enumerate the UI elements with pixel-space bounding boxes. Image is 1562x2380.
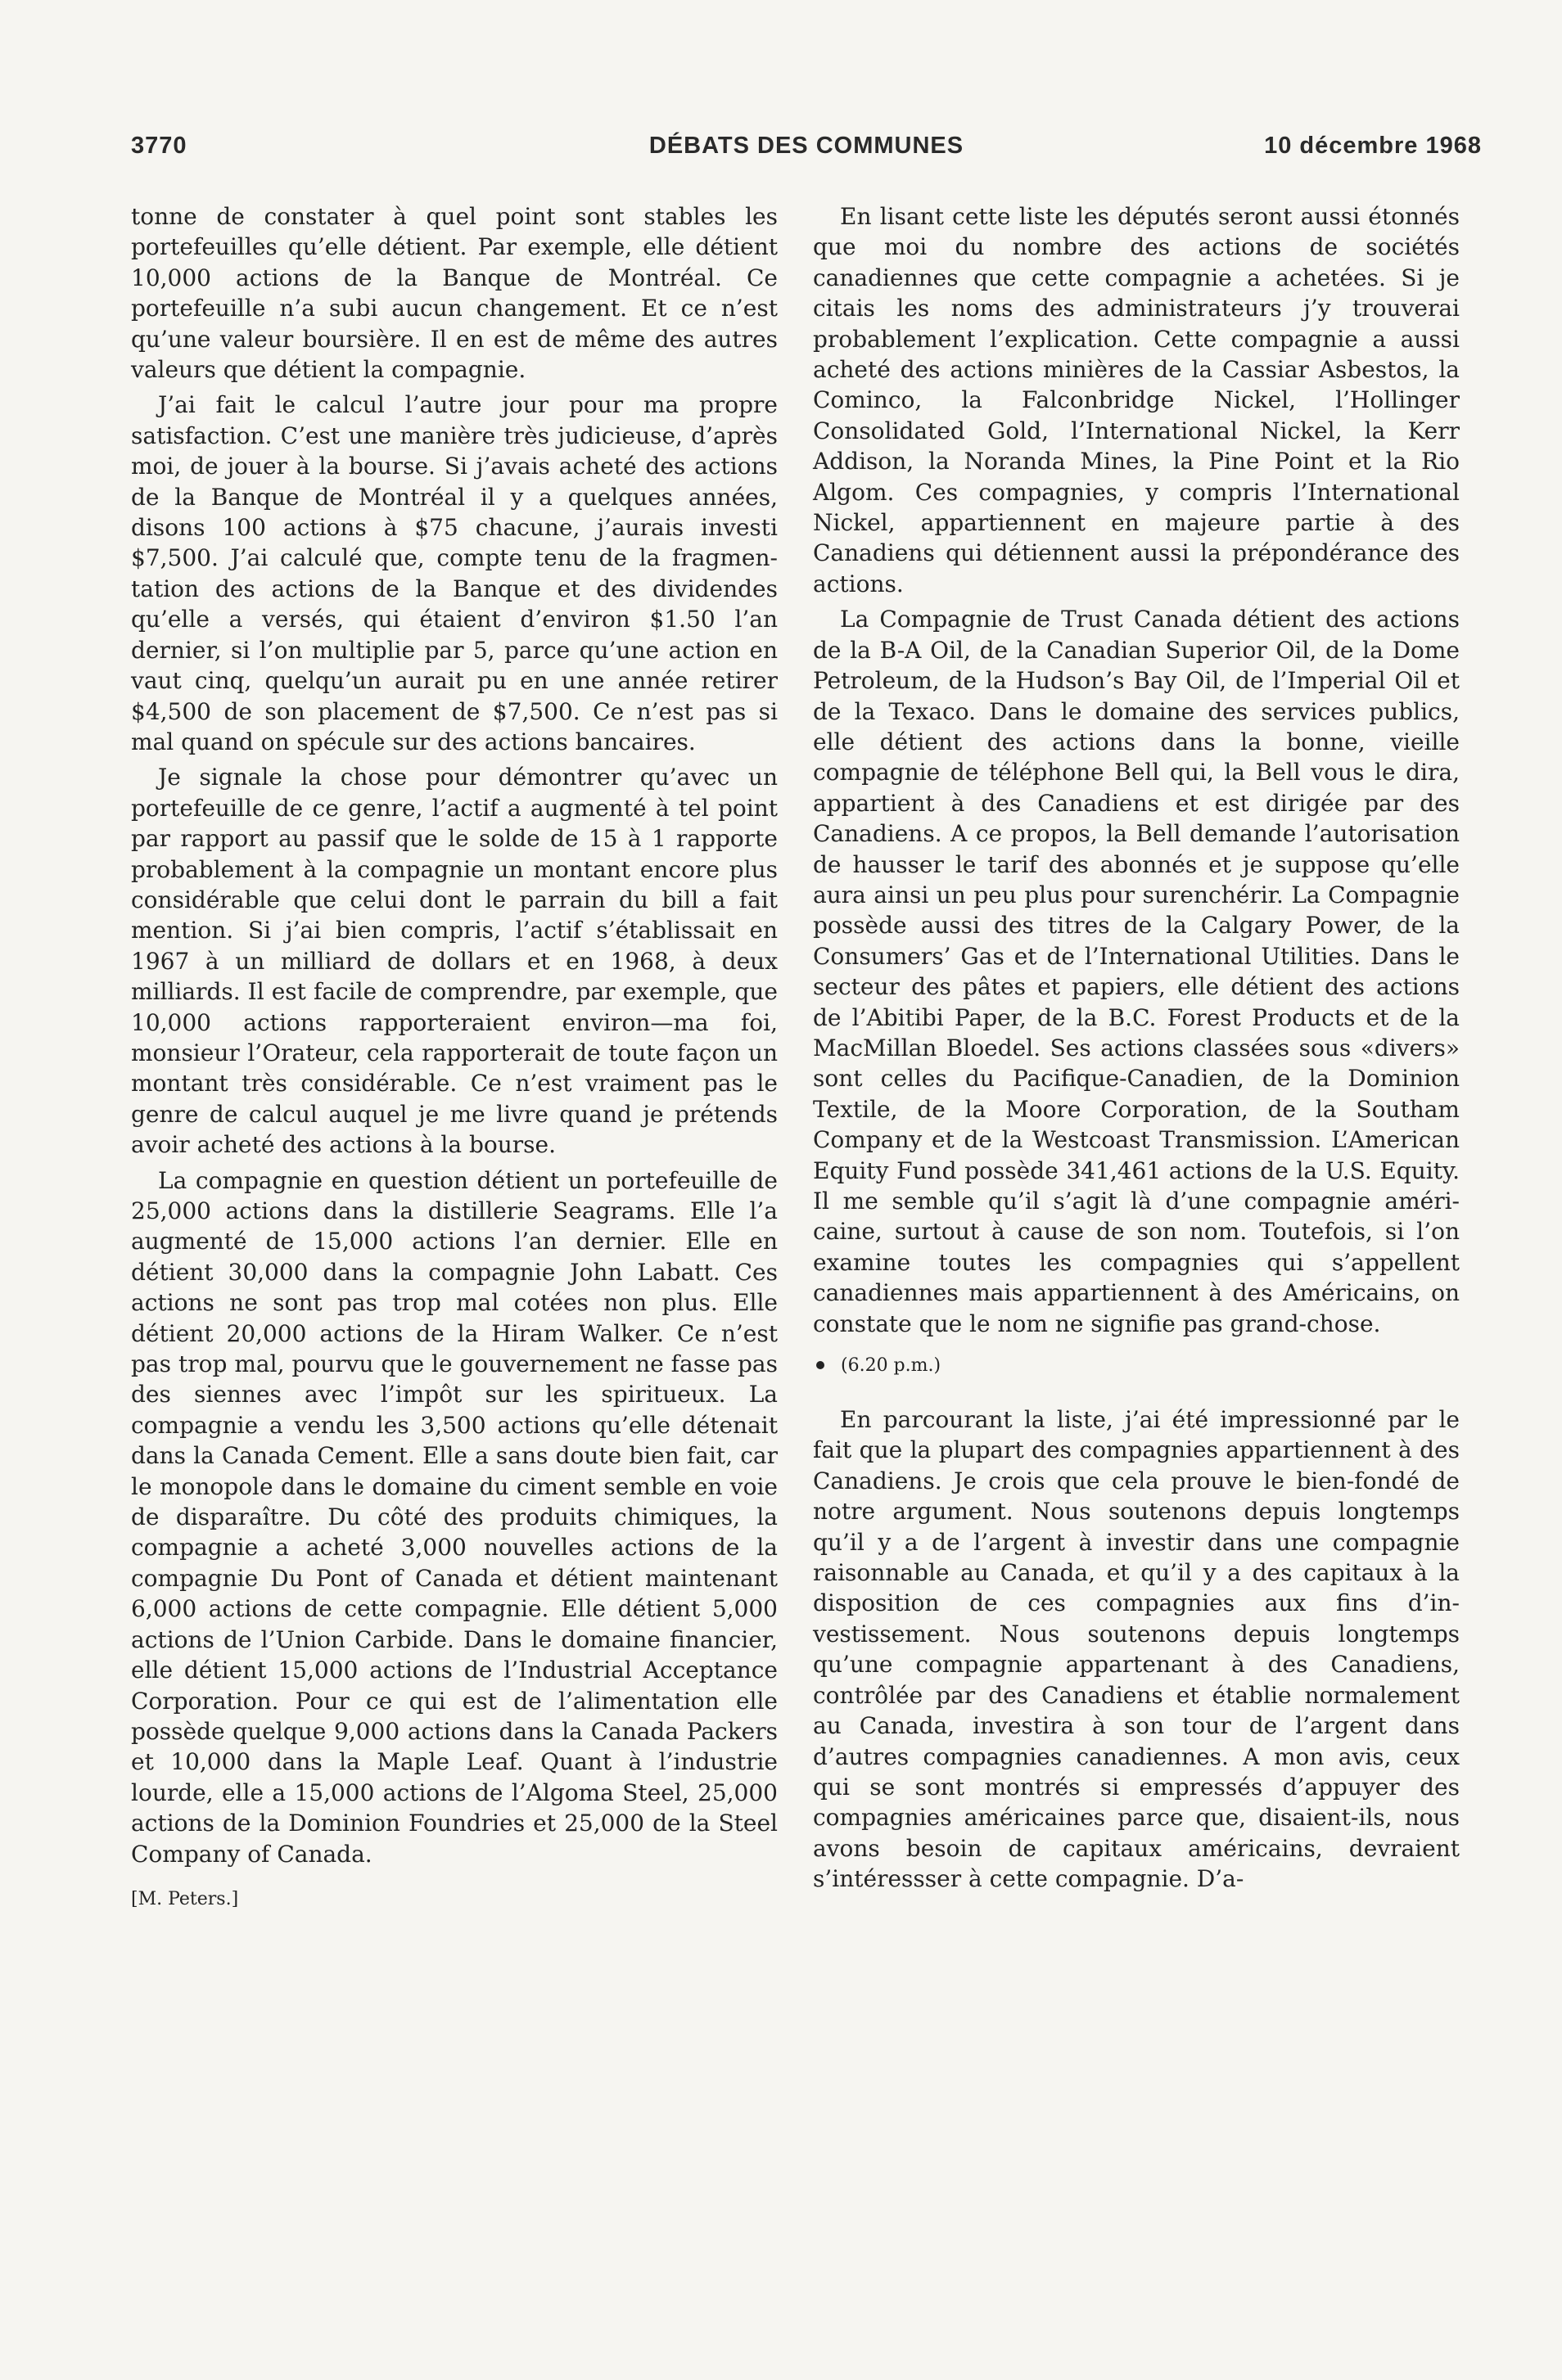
timestamp-text: (6.20 p.m.) — [841, 1355, 941, 1377]
paragraph: En lisant cette liste les députés seront aussi étonnés que moi du nombre des actions de sociétés canadiennes que cette compagnie a achetées. Si je citais les noms des administrateurs j’y trouverai probablement l’explication. Cette compagnie a aussi acheté des actions minières de la Cassiar Asbestos, la Cominco, la Falconbridge Nickel, l’Hollinger Consolidated Gold, l’International Nickel, la Kerr Addison, la Noranda Mines, la Pine Point et la Rio Algom. Ces compagnies, y compris l’International Nickel, appartiennent en majeure partie à des Canadiens qui détiennent aussi la prépondérance des actions. — [813, 203, 1460, 597]
paragraph: La Compagnie de Trust Canada détient des actions de la B-A Oil, de la Canadian Superior Oil, de la Dome Petroleum, de la Hudson’s Bay Oil, de l’Imperial Oil et de la Texaco. Dans le domaine des services publics, elle détient des actions dans la bonne, vieille compagnie de téléphone Bell qui, la Bell vous le dira, appartient à des Canadiens et est dirigée par des Canadiens. A ce propos, la Bell demande l’autorisation de hausser le tarif des abonnés et je suppose qu’elle aura ainsi un peu plus pour surenchérir. La Compagnie possède aussi des titres de la Calgary Power, de la Consumers’ Gas et de l’International Utilities. Dans le secteur des pâtes et papiers, elle détient des actions de l’Abitibi Paper, de la B.C. Forest Products et de la MacMillan Bloedel. Ses actions classées sous «divers» sont celles du Pacifique-Canadien, de la Dominion Textile, de la Moore Corporation, de la Southam Company et de la Westcoast Transmission. L’American Equity Fund possède 341,461 actions de la U.S. Equity. Il me semble qu’il s’agit là d’une compagnie américaine, surtout à cause de son nom. Toutefois, si l’on examine toutes les compagnies qui s’appellent canadiennes mais appartiennent à des Américains, on constate que le nom ne signifie pas grand-chose. — [813, 606, 1460, 1337]
paragraph: Je signale la chose pour démontrer qu’avec un portefeuille de ce genre, l’actif a augmenté à tel point par rapport au passif que le solde de 15 à 1 rapporte probablement à la compagnie un montant encore plus considérable que celui dont le parrain du bill a fait mention. Si j’ai bien compris, l’actif s’établissait en 1967 à un milliard de dollars et en 1968, à deux milliards. Il est facile de comprendre, par exemple, que 10,000 actions rapporteraient environ—ma foi, monsieur l’Orateur, cela rapporterait de toute façon un montant très considérable. Ce n’est vraiment pas le genre de calcul auquel je me livre quand je prétends avoir acheté des actions à la bourse. — [131, 764, 778, 1159]
session-date: 10 décembre 1968 — [1264, 133, 1482, 159]
speaker-attribution: [M. Peters.] — [131, 1888, 239, 1909]
page-header — [131, 133, 1482, 174]
timestamp-marker — [813, 1354, 1460, 1378]
paragraph: J’ai fait le calcul l’autre jour pour ma propre satisfaction. C’est une manière très judicieuse, d’après moi, de jouer à la bourse. Si j’avais acheté des actions de la Banque de Montréal il y a quelques années, disons 100 actions à $75 chacune, j’aurais investi $7,500. J’ai calculé que, compte tenu de la fragmentation des actions de la Banque et des dividendes qu’elle a versés, qui étaient d’environ $1.50 l’an dernier, si l’on multiplie par 5, parce qu’une action en vaut cinq, quelqu’un aurait pu en une année retirer $4,500 de son placement de $7,500. Ce n’est pas si mal quand on spécule sur des actions bancaires. — [131, 391, 778, 755]
page-number: 3770 — [131, 133, 187, 159]
left-column — [131, 201, 778, 1912]
publication-title: DÉBATS DES COMMUNES — [648, 133, 964, 159]
right-column — [813, 201, 1460, 1900]
paragraph: tonne de constater à quel point sont stables les portefeuilles qu’elle détient. Par exemple, elle détient 10,000 actions de la Banque de Montréal. Ce portefeuille n’a subi aucun changement. Et ce n’est qu’une valeur boursière. Il en est de même des autres valeurs que détient la compagnie. — [131, 203, 778, 384]
bullet-icon — [816, 1361, 824, 1369]
paragraph: La compagnie en question détient un portefeuille de 25,000 actions dans la distillerie Seagrams. Elle l’a augmenté de 15,000 actions l’an dernier. Elle en détient 30,000 dans la compagnie John Labatt. Ces actions ne sont pas trop mal cotées non plus. Elle détient 20,000 actions de la Hiram Walker. Ce n’est pas trop mal, pourvu que le gouvernement ne fasse pas des siennes avec l’impôt sur les spiritueux. La compagnie a vendu les 3,500 actions qu’elle détenait dans la Canada Cement. Elle a sans doute bien fait, car le monopole dans le domaine du ciment semble en voie de disparaître. Du côté des produits chimiques, la compagnie a acheté 3,000 nouvelles actions de la compagnie Du Pont of Canada et détient maintenant 6,000 actions de cette compagnie. Elle détient 5,000 actions de l’Union Carbide. Dans le domaine financier, elle détient 15,000 actions de l’Industrial Acceptance Corporation. Pour ce qui est de l’alimentation elle possède quelque 9,000 actions dans la Canada Packers et 10,000 dans la Maple Leaf. Quant à l’industrie lourde, elle a 15,000 actions de l’Algoma Steel, 25,000 actions de la Dominion Foundries et 25,000 de la Steel Company of Canada. — [131, 1166, 778, 1868]
paragraph: En parcourant la liste, j’ai été impressionné par le fait que la plupart des compagnies appartiennent à des Canadiens. Je crois que cela prouve le bien-fondé de notre argument. Nous soutenons depuis longtemps qu’il y a de l’argent à investir dans une compagnie raisonnable au Canada, et qu’il y a des capitaux à la disposition de ces compagnies aux fins d’investissement. Nous soutenons depuis longtemps qu’une compagnie appartenant à des Canadiens, contrôlée par des Canadiens et établie normalement au Canada, investira à son tour de l’argent dans d’autres compagnies canadiennes. A mon avis, ceux qui se sont montrés si empressés d’appuyer des compagnies américaines parce que, disaient-ils, nous avons besoin de capitaux américains, devraient s’intéressser à cette compagnie. D’a- — [813, 1406, 1460, 1893]
